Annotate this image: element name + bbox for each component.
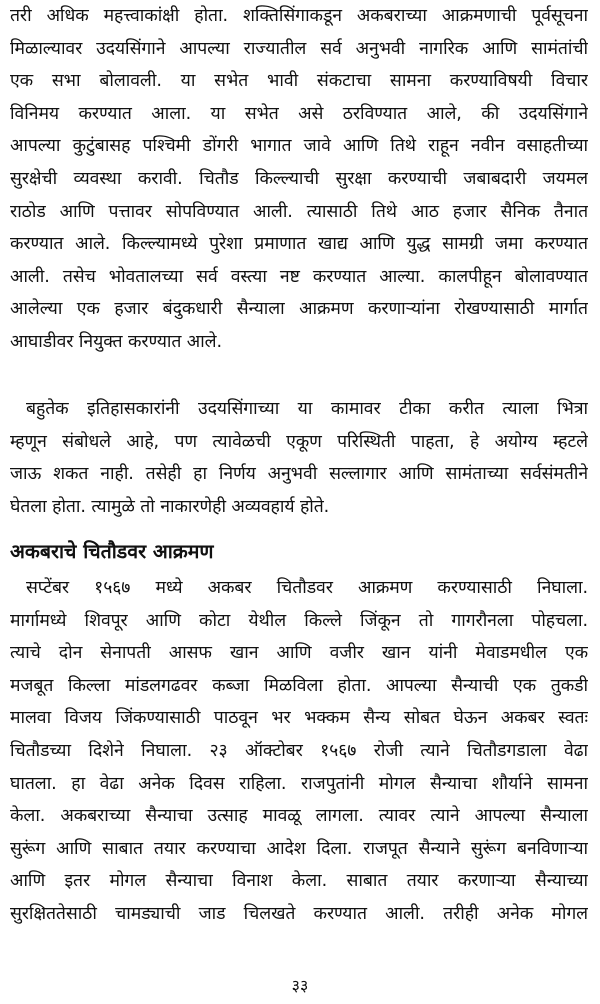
paragraph-1 <box>10 0 588 359</box>
text-line: बहुतेक इतिहासकारांनी उदयसिंगाच्या या कामावर टीका करीत त्याला भित्रा <box>26 399 588 419</box>
text-line: राठोड आणि पत्तावर सोपविण्यात आली. त्यासाठी तिथे आठ हजार सैनिक तैनात <box>10 201 588 222</box>
text-line: केला. अकबराच्या सैन्याचा उत्साह मावळू लागला. त्यावर त्याने आपल्या सैन्याला <box>10 806 588 827</box>
text-line: मार्गामध्ये शिवपूर आणि कोटा येथील किल्ले जिंकून तो गागरौनला पोहचला. <box>10 610 588 631</box>
text-line: आलेल्या एक हजार बंदुकधारी सैन्याला आक्रमण करणाऱ्यांना रोखण्यासाठी मार्गात <box>10 299 588 320</box>
paragraph-2 <box>10 393 588 523</box>
text-line: सुरक्षेची व्यवस्था करावी. चितौड किल्ल्याची सुरक्षा करण्याची जबाबदारी जयमल <box>10 168 588 189</box>
text-line: आघाडीवर नियुक्त करण्यात आले. <box>10 331 223 352</box>
text-line: मिळाल्यावर उदयसिंगाने आपल्या राज्यातील सर्व अनुभवी नागरिक आणि सामंतांची <box>10 38 588 59</box>
text-line: आणि इतर मोगल सैन्याचा विनाश केला. साबात तयार करणाऱ्या सैन्याच्या <box>10 871 588 892</box>
text-line: विनिमय करण्यात आला. या सभेत असे ठरविण्यात आले, की उदयसिंगाने <box>10 103 588 124</box>
text-line: चितौडच्या दिशेने निघाला. २३ ऑक्टोबर १५६७ रोजी त्याने चितौडगडाला वेढा <box>10 740 588 761</box>
text-line: आली. तसेच भोवतालच्या सर्व वस्त्या नष्ट करण्यात आल्या. कालपीहून बोलावण्यात <box>10 266 588 287</box>
text-line: करण्यात आले. किल्ल्यामध्ये पुरेशा प्रमाणात खाद्य आणि युद्ध सामग्री जमा करण्यात <box>10 234 588 255</box>
text-line: सुरक्षिततेसाठी चामड्याची जाड चिलखते करण्यात आली. तरीही अनेक मोगल <box>10 903 588 924</box>
text-line: त्याचे दोन सेनापती आसफ खान आणि वजीर खान यांनी मेवाडमधील एक <box>10 643 588 664</box>
text-line: मालवा विजय जिंकण्यासाठी पाठवून भर भक्कम सैन्य सोबत घेऊन अकबर स्वतः <box>10 708 588 729</box>
text-line: तरी अधिक महत्त्वाकांक्षी होता. शक्तिसिंगाकडून अकबराच्या आक्रमणाची पूर्वसूचना <box>10 6 588 26</box>
text-line: जाऊ शकत नाही. तसेही हा निर्णय अनुभवी सल्लागार आणि सामंताच्या सर्वसंमतीने <box>10 464 588 485</box>
text-line: मजबूत किल्ला मांडलगढवर कब्जा मिळविला होता. आपल्या सैन्याची एक तुकडी <box>10 675 588 696</box>
text-line: आपल्या कुटुंबासह पश्चिमी डोंगरी भागात जावे आणि तिथे राहून नवीन वसाहतीच्या <box>10 136 588 157</box>
text-line: म्हणून संबोधले आहे, पण त्यावेळची एकूण परिस्थिती पाहता, हे अयोग्य म्हटले <box>10 431 588 452</box>
paragraph-3 <box>10 572 588 931</box>
text-line: एक सभा बोलावली. या सभेत भावी संकटाचा सामना करण्याविषयी विचार <box>10 71 588 92</box>
text-line: घातला. हा वेढा अनेक दिवस राहिला. राजपुतांनी मोगल सैन्याचा शौर्याने सामना <box>10 773 588 794</box>
text-line: सुरूंग आणि साबात तयार करण्याचा आदेश दिला. राजपूत सैन्याने सुरूंग बनविणाऱ्या <box>10 838 588 859</box>
page-number: ३३ <box>291 976 309 995</box>
text-line: सप्टेंबर १५६७ मध्ये अकबर चितौडवर आक्रमण करण्यासाठी निघाला. <box>26 578 588 598</box>
text-line: घेतला होता. त्यामुळे तो नाकारणेही अव्यवहार्य होते. <box>10 496 330 517</box>
section-heading: अकबराचे चितौडवर आक्रमण <box>10 540 214 563</box>
